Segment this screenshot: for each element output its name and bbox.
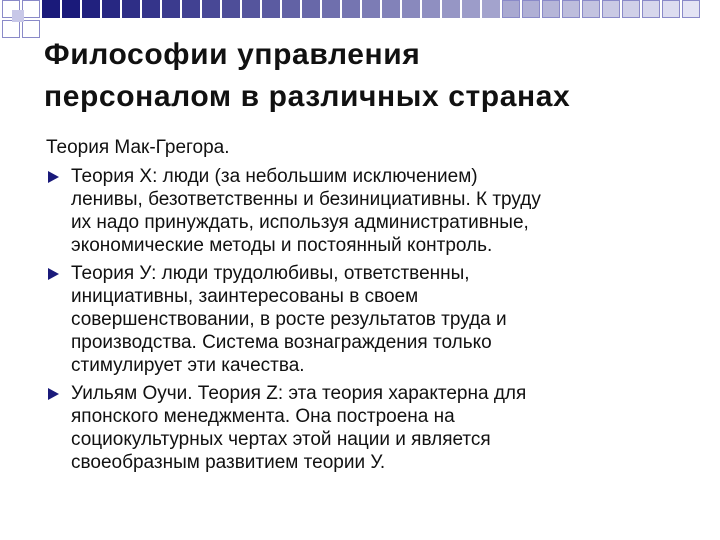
header-square-outline [2, 20, 20, 38]
bullet-text-line: своеобразным развитием теории У. [71, 452, 386, 473]
bullet-text-line: Уильям Оучи. Теория Z: эта теория характерна для [71, 383, 527, 404]
bullet-text-line: стимулирует эти качества. [71, 355, 305, 376]
header-square-filled [502, 0, 520, 18]
triangle-bullet-icon [48, 171, 59, 183]
header-square-filled [82, 0, 100, 18]
triangle-bullet-icon [48, 388, 59, 400]
header-square-filled [422, 0, 440, 18]
bullet-list [46, 165, 686, 474]
header-square-filled [402, 0, 420, 18]
header-square-filled [162, 0, 180, 18]
header-square-filled [602, 0, 620, 18]
intro-text: Теория Мак-Грегора. [46, 137, 230, 158]
slide-title-line: персоналом в различных странах [44, 80, 571, 113]
bullet-text-line: экономические методы и постоянный контроль. [71, 235, 493, 256]
header-square-filled [662, 0, 680, 18]
header-square-filled [12, 10, 24, 22]
header-square-filled [202, 0, 220, 18]
header-square-filled [322, 0, 340, 18]
header-square-filled [262, 0, 280, 18]
bullet-item-theory-y [46, 262, 686, 377]
slide-title [44, 34, 704, 118]
header-square-filled [622, 0, 640, 18]
bullet-text-line: их надо принуждать, используя административные, [71, 212, 529, 233]
header-square-filled [442, 0, 460, 18]
header-square-filled [302, 0, 320, 18]
bullet-item-theory-z [46, 382, 686, 474]
header-square-filled [222, 0, 240, 18]
bullet-text-line: ленивы, безответственны и безинициативны. К труду [71, 189, 541, 210]
header-square-filled [62, 0, 80, 18]
header-square-outline [22, 0, 40, 18]
header-square-filled [182, 0, 200, 18]
header-square-filled [562, 0, 580, 18]
bullet-text-line: совершенствовании, в росте результатов труда и [71, 309, 507, 330]
bullet-text-line: инициативны, заинтересованы в своем [71, 286, 419, 307]
bullet-text-line: японского менеджмента. Она построена на [71, 406, 455, 427]
bullet-text-line: производства. Система вознаграждения только [71, 332, 492, 353]
triangle-bullet-icon [48, 268, 59, 280]
header-square-filled [682, 0, 700, 18]
header-square-filled [342, 0, 360, 18]
header-square-filled [582, 0, 600, 18]
header-square-filled [102, 0, 120, 18]
header-square-filled [362, 0, 380, 18]
header-square-filled [462, 0, 480, 18]
header-square-filled [142, 0, 160, 18]
header-square-filled [282, 0, 300, 18]
header-square-filled [522, 0, 540, 18]
header-square-filled [382, 0, 400, 18]
header-square-filled [122, 0, 140, 18]
bullet-text-line: Теория X: люди (за небольшим исключением) [71, 166, 478, 187]
slide-title-line: Философии управления [44, 38, 421, 71]
bullet-text-line: Теория У: люди трудолюбивы, ответственны, [71, 263, 470, 284]
header-square-filled [42, 0, 60, 18]
header-square-outline [22, 20, 40, 38]
bullet-text-line: социокультурных чертах этой нации и является [71, 429, 491, 450]
header-square-filled [242, 0, 260, 18]
header-square-filled [482, 0, 500, 18]
header-square-filled [642, 0, 660, 18]
header-square-filled [542, 0, 560, 18]
slide-body [46, 136, 686, 479]
bullet-item-theory-x [46, 165, 686, 257]
